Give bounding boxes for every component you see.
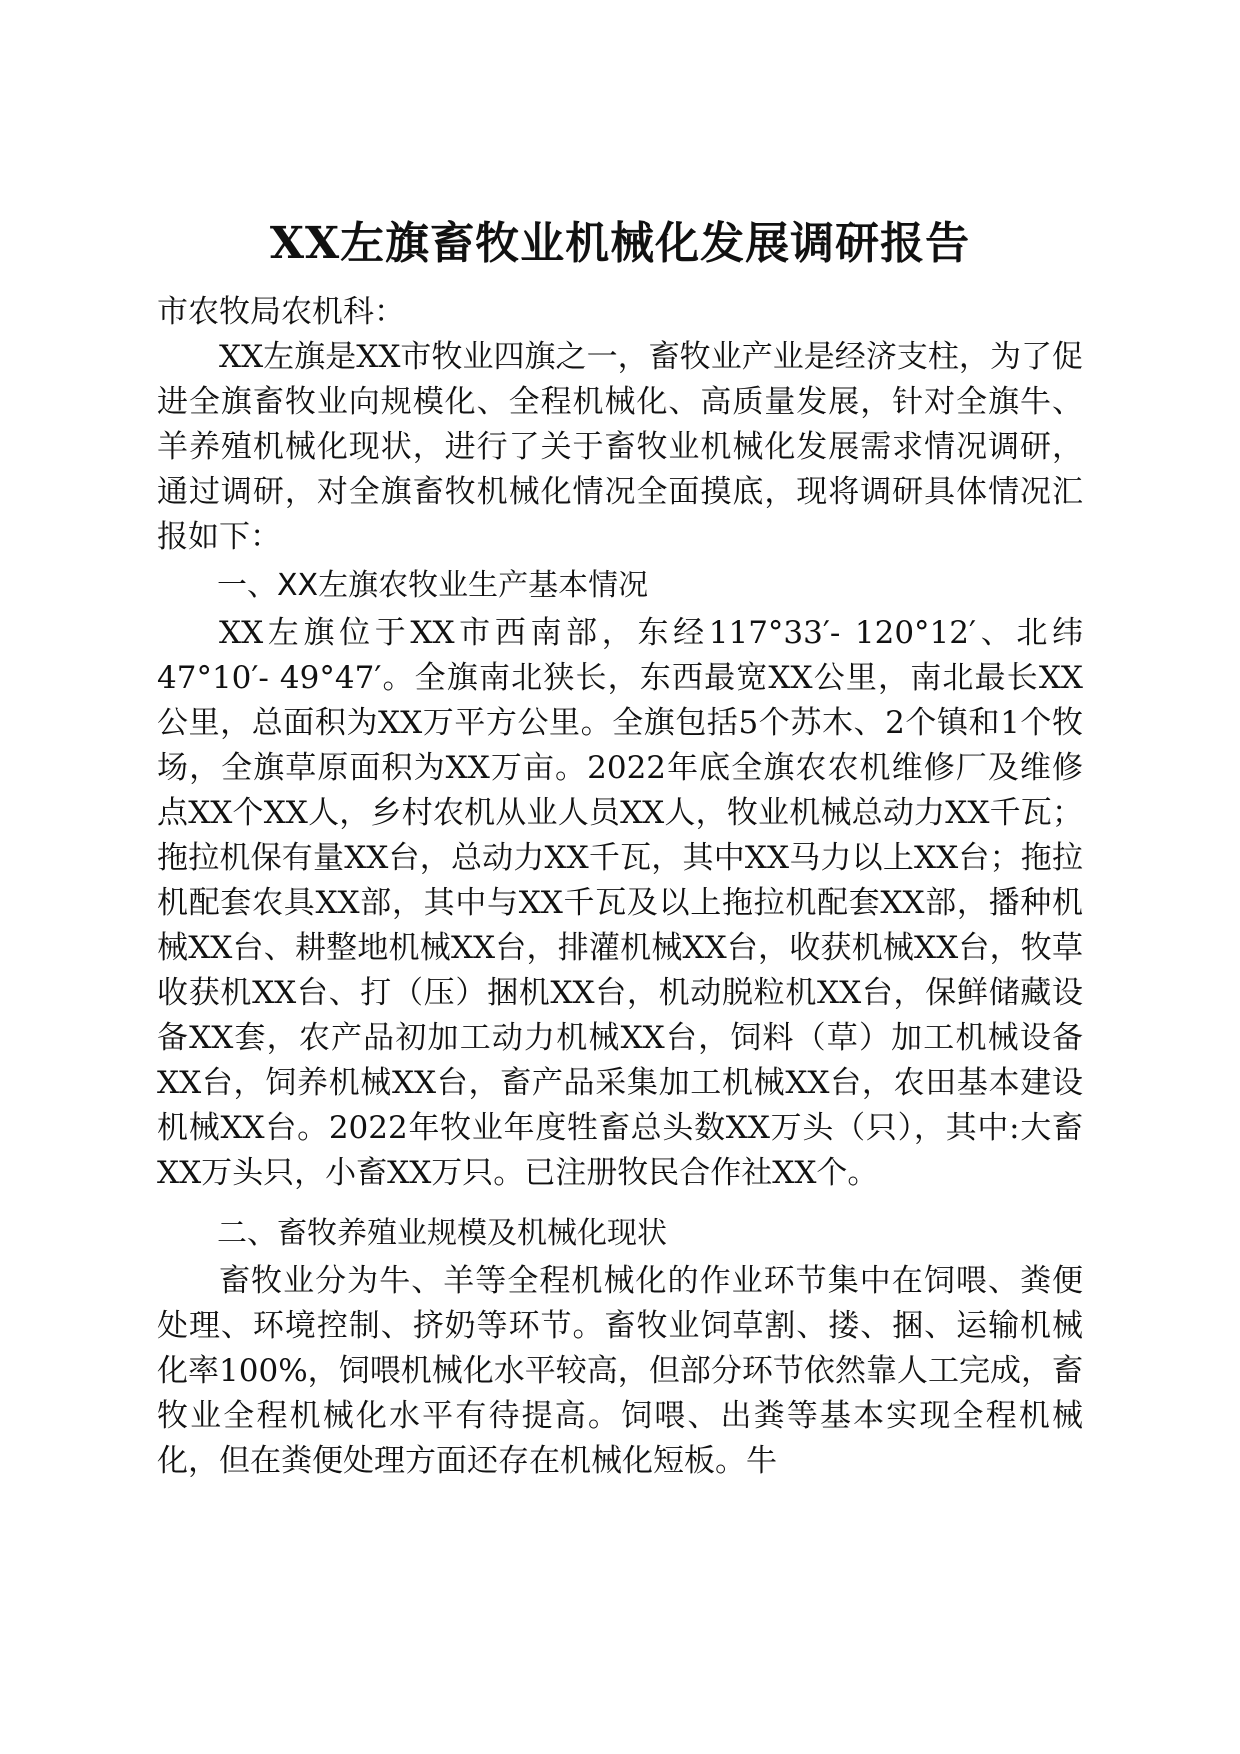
document-body <box>157 290 1083 1484</box>
salutation: 市农牧局农机科： <box>157 294 405 330</box>
document-title: XX左旗畜牧业机械化发展调研报告 <box>269 218 971 269</box>
section-paragraph-2: 畜牧业分为牛、羊等全程机械化的作业环节集中在饲喂、粪便处理、环境控制、挤奶等环节。畜牧业饲草割、搂、捆、运输机械化率100%，饲喂机械化水平较高，但部分环节依然靠人工完成，畜牧业全程机械化水平有待提高。饲喂、出粪等基本实现全程机械化，但在粪便处理方面还存在机械化短板。牛 <box>157 1263 1083 1479</box>
section-heading-2: 二、畜牧养殖业规模及机械化现状 <box>217 1216 667 1251</box>
section-paragraph-1: XX左旗位于XX市西南部，东经117°33′- 120°12′、北纬47°10′- 49°47′。全旗南北狭长，东西最宽XX公里，南北最长XX公里，总面积为XX万平方公里。全旗包括5个苏木、2个镇和1个牧场，全旗草原面积为XX万亩。2022年底全旗农农机维修厂及维修点XX个XX人，乡村农机从业人员XX人，牧业机械总动力XX千瓦；拖拉机保有量XX台，总动力XX千瓦，其中XX马力以上XX台；拖拉机配套农具XX部，其中与XX千瓦及以上拖拉机配套XX部，播种机械XX台、耕整地机械XX台，排灌机械XX台，收获机械XX台，牧草收获机XX台、打（压）捆机XX台，机动脱粒机XX台，保鲜储藏设备XX套，农产品初加工动力机械XX台，饲料（草）加工机械设备XX台，饲养机械XX台，畜产品采集加工机械XX台，农田基本建设机械XX台。2022年牧业年度牲畜总头数XX万头（只），其中:大畜XX万头只，小畜XX万只。已注册牧民合作社XX个。 <box>157 615 1083 1191</box>
section-heading-1: 一、XX左旗农牧业生产基本情况 <box>217 568 649 603</box>
intro-paragraph: XX左旗是XX市牧业四旗之一，畜牧业产业是经济支柱，为了促进全旗畜牧业向规模化、全程机械化、高质量发展，针对全旗牛、羊养殖机械化现状，进行了关于畜牧业机械化发展需求情况调研，通过调研，对全旗畜牧机械化情况全面摸底，现将调研具体情况汇报如下： <box>157 339 1083 555</box>
